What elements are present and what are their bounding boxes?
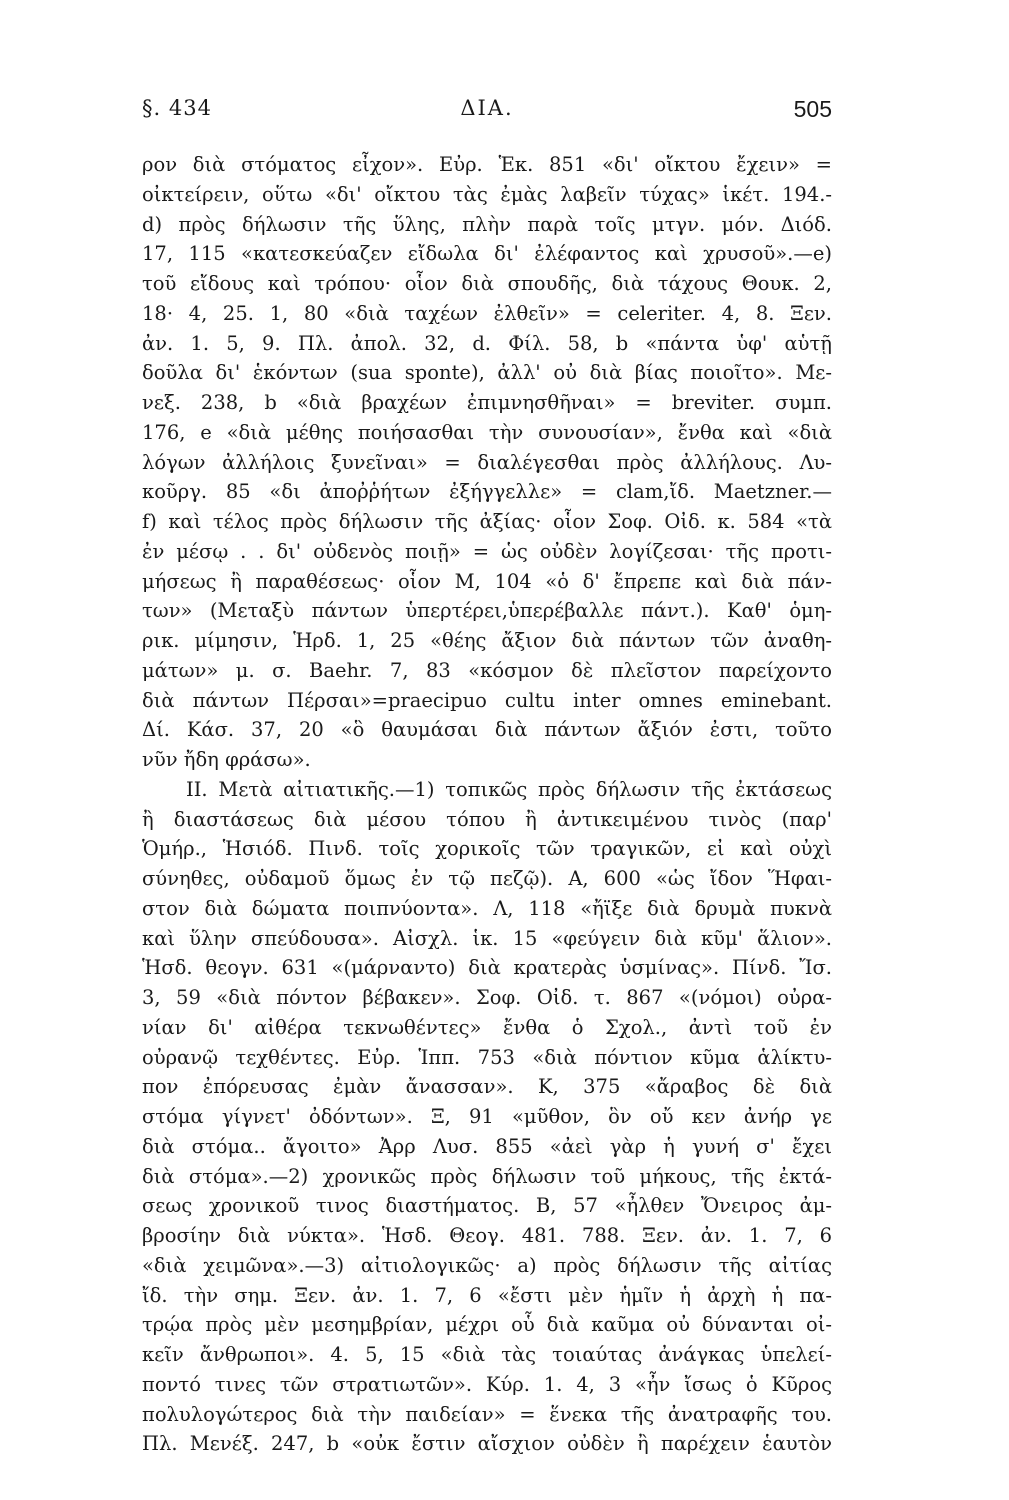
- text-line: διὰ πάντων Πέρσαι»=praecipuo cultu inter omnes eminebant.: [142, 688, 832, 712]
- text-line: νῦν ἤδη φράσω».: [142, 748, 311, 771]
- text-line: τρῴα πρὸς μὲν μεσημβρίαν, μέχρι οὗ διὰ καῦμα οὐ δύνανται οἰ-: [142, 1313, 832, 1337]
- text-line: f) καὶ τέλος πρὸς δήλωσιν τῆς ἀξίας· οἷον Σοφ. Οἰδ. κ. 584 «τὰ: [142, 510, 832, 533]
- text-line: 17, 115 «κατεσκεύαζεν εἴδωλα δι' ἐλέφαντος καὶ χρυσοῦ».—e): [142, 242, 832, 266]
- text-line: δοῦλα δι' ἑκόντων (sua sponte), ἀλλ' οὐ διὰ βίας ποιοῖτο». Με-: [142, 361, 832, 385]
- text-line: στον διὰ δώματα ποιπνύοντα». Λ, 118 «ἤϊξε διὰ δρυμὰ πυκνὰ: [142, 896, 832, 920]
- text-line: πον ἐπόρευσας ἐμὰν ἄνασσαν». Κ, 375 «ἄραβος δὲ διὰ: [142, 1075, 832, 1099]
- page-number: 505: [793, 96, 832, 122]
- text-line: νεξ. 238, b «διὰ βραχέων ἐπιμνησθῆναι» = breviter. συμπ.: [142, 391, 832, 414]
- text-line: κεῖν ἄνθρωποι». 4. 5, 15 «διὰ τὰς τοιαύτας ἀνάγκας ὑπελεί-: [142, 1343, 832, 1366]
- text-line: 18· 4, 25. 1, 80 «διὰ ταχέων ἐλθεῖν» = celeriter. 4, 8. Ξεν.: [142, 301, 832, 325]
- text-line: σύνηθες, οὐδαμοῦ ὅμως ἐν τῷ πεζῷ). Α, 600 «ὡς ἴδον Ἥφαι-: [142, 867, 832, 890]
- entry-text: [142, 150, 832, 1459]
- page-title: ΔΙΑ.: [460, 96, 514, 120]
- text-line: ἐν μέσῳ . . δι' οὐδενὸς ποιῇ» = ὡς οὐδὲν λογίζεσαι· τῆς προτι-: [142, 539, 832, 563]
- section-number: §. 434: [142, 96, 212, 120]
- text-line: ἴδ. τὴν σημ. Ξεν. ἀν. 1. 7, 6 «ἔστι μὲν ἡμῖν ἡ ἀρχὴ ἡ πα-: [142, 1283, 832, 1307]
- text-line: λόγων ἀλλήλοις ξυνεῖναι» = διαλέγεσθαι πρὸς ἀλλήλους. Λυ-: [142, 450, 832, 474]
- text-line: Ἡσδ. θεογν. 631 «(μάρναντο) διὰ κρατερὰς ὑσμίνας». Πίνδ. Ἴσ.: [142, 956, 832, 980]
- running-header: [142, 96, 832, 136]
- text-line: των» (Μεταξὺ πάντων ὑπερτέρει,ὑπερέβαλλε πάντ.). Καθ' ὁμη-: [142, 599, 832, 623]
- text-line: διὰ στόμα.. ἄγοιτο» Ἀρρ Λυσ. 855 «ἀεὶ γὰρ ἡ γυνή σ' ἔχει: [142, 1134, 832, 1158]
- text-line: διὰ στόμα».—2) χρονικῶς πρὸς δήλωσιν τοῦ μήκους, τῆς ἐκτά-: [142, 1164, 832, 1188]
- text-line: ρικ. μίμησιν, Ἡρδ. 1, 25 «θέης ἄξιον διὰ πάντων τῶν ἀναθη-: [142, 629, 832, 652]
- text-line: 3, 59 «διὰ πόντον βέβακεν». Σοφ. Οἰδ. τ. 867 «(νόμοι) οὐρα-: [142, 986, 832, 1009]
- text-line: ἢ διαστάσεως διὰ μέσου τόπου ἢ ἀντικειμένου τινὸς (παρ': [142, 807, 832, 831]
- text-line: οὐρανῷ τεχθέντες. Εὐρ. Ἱππ. 753 «διὰ πόντιον κῦμα ἁλίκτυ-: [142, 1045, 832, 1069]
- text-line: σεως χρονικοῦ τινος διαστήματος. Β, 57 «ἦλθεν Ὄνειρος ἀμ-: [142, 1194, 832, 1218]
- text-line: οἰκτείρειν, οὕτω «δι' οἴκτου τὰς ἐμὰς λαβεῖν τύχας» ἱκέτ. 194.-: [142, 182, 832, 206]
- text-line: τοῦ εἴδους καὶ τρόπου· οἷον διὰ σπουδῆς, διὰ τάχους Θουκ. 2,: [142, 272, 832, 295]
- text-line: 176, e «διὰ μέθης ποιήσασθαι τὴν συνουσίαν», ἔνθα καὶ «διὰ: [142, 420, 832, 444]
- text-line: ποντό τινες τῶν στρατιωτῶν». Κύρ. 1. 4, 3 «ἦν ἴσως ὁ Κῦρος: [142, 1372, 832, 1396]
- text-line: καὶ ὕλην σπεύδουσα». Αἰσχλ. ἱκ. 15 «φεύγειν διὰ κῦμ' ἅλιον».: [142, 926, 832, 950]
- text-line: ρον διὰ στόματος εἶχον». Εὐρ. Ἑκ. 851 «δι' οἴκτου ἔχειν» =: [142, 153, 832, 176]
- text-line: d) πρὸς δήλωσιν τῆς ὕλης, πλὴν παρὰ τοῖς μτγν. μόν. Διόδ.: [142, 212, 832, 236]
- text-line: μήσεως ἢ παραθέσεως· οἷον Μ, 104 «ὁ δ' ἔπρεπε καὶ διὰ πάν-: [142, 569, 832, 593]
- text-line: Ὁμήρ., Ἡσιόδ. Πινδ. τοῖς χορικοῖς τῶν τραγικῶν, εἰ καὶ οὐχὶ: [142, 837, 832, 861]
- text-line: κοῦργ. 85 «δι ἀποῤῥήτων ἐξήγγελλε» = clam,ἴδ. Maetzner.—: [142, 480, 832, 504]
- text-line: ἀν. 1. 5, 9. Πλ. ἀπολ. 32, d. Φίλ. 58, b «πάντα ὑφ' αὑτῇ: [142, 331, 832, 355]
- text-line: βροσίην διὰ νύκτα». Ἡσδ. Θεογ. 481. 788. Ξεν. ἀν. 1. 7, 6: [142, 1224, 832, 1247]
- text-line: «διὰ χειμῶνα».—3) αἰτιολογικῶς· a) πρὸς δήλωσιν τῆς αἰτίας: [142, 1253, 832, 1277]
- text-line: στόμα γίγνετ' ὀδόντων». Ξ, 91 «μῦθον, ὃν οὔ κεν ἀνήρ γε: [142, 1105, 832, 1128]
- text-line: II. Μετὰ αἰτιατικῆς.—1) τοπικῶς πρὸς δήλωσιν τῆς ἐκτάσεως: [186, 777, 832, 801]
- text-line: μάτων» μ. σ. Baehr. 7, 83 «κόσμον δὲ πλεῖστον παρείχοντο: [142, 658, 832, 682]
- text-line: νίαν δι' αἰθέρα τεκνωθέντες» ἔνθα ὁ Σχολ., ἀντὶ τοῦ ἐν: [142, 1015, 832, 1039]
- text-line: πολυλογώτερος διὰ τὴν παιδείαν» = ἕνεκα τῆς ἀνατραφῆς του.: [142, 1402, 832, 1426]
- text-line: Πλ. Μενέξ. 247, b «οὐκ ἔστιν αἴσχιον οὐδὲν ἢ παρέχειν ἑαυτὸν: [142, 1432, 832, 1456]
- text-line: Δί. Κάσ. 37, 20 «ὃ θαυμάσαι διὰ πάντων ἄξιόν ἐστι, τοῦτο: [142, 718, 832, 742]
